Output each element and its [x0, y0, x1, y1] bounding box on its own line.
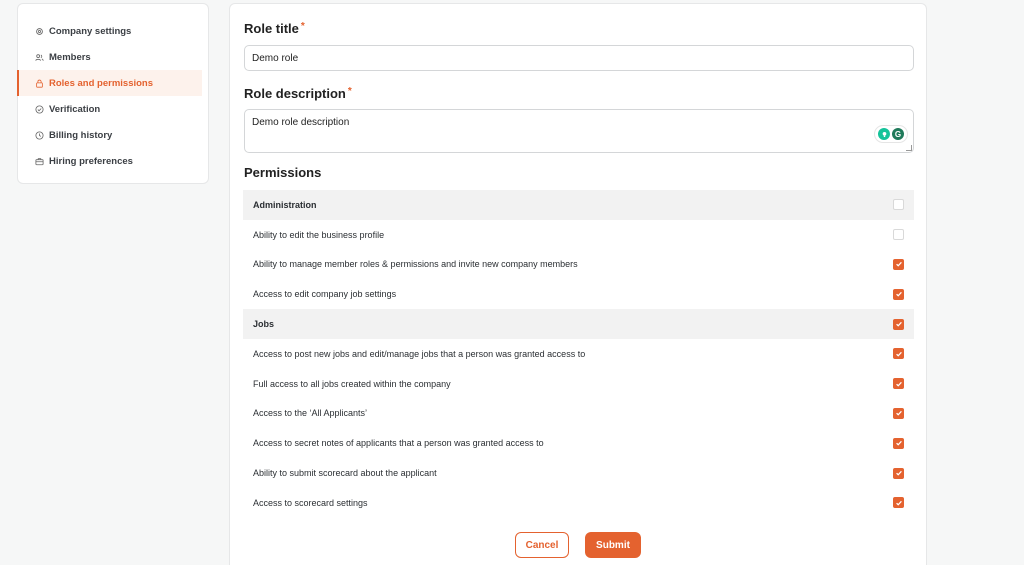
checkmark-icon [895, 320, 903, 328]
members-icon [34, 52, 44, 62]
sidebar-item-label: Roles and permissions [49, 77, 154, 89]
permission-checkbox[interactable] [893, 468, 904, 479]
permission-row [243, 369, 914, 399]
permission-checkbox[interactable] [893, 438, 904, 449]
permission-label: Full access to all jobs created within the company [253, 378, 451, 389]
sidebar-item-label: Company settings [49, 25, 132, 37]
permission-checkbox[interactable] [893, 408, 904, 419]
gear-icon [34, 26, 44, 36]
checkmark-icon [895, 350, 903, 358]
permission-checkbox[interactable] [893, 259, 904, 270]
role-title-label-text: Role title [244, 21, 299, 36]
settings-sidebar [17, 3, 209, 184]
role-form-card [229, 3, 927, 565]
sidebar-item-label: Hiring preferences [49, 155, 133, 167]
check-circle-icon [34, 104, 44, 114]
permission-label: Ability to submit scorecard about the applicant [253, 468, 437, 479]
permission-label: Ability to manage member roles & permissions and invite new company members [253, 259, 578, 270]
checkmark-icon [895, 380, 903, 388]
permission-row [243, 399, 914, 429]
checkmark-icon [895, 290, 903, 298]
submit-button[interactable]: Submit [585, 532, 641, 558]
sidebar-item-company-settings[interactable] [18, 18, 208, 44]
sidebar-item-hiring-preferences[interactable] [18, 148, 208, 174]
permission-row [243, 488, 914, 518]
resize-handle-icon[interactable] [906, 145, 912, 151]
sidebar-item-label: Members [49, 51, 91, 63]
checkmark-icon [895, 439, 903, 447]
sidebar-item-label: Billing history [49, 129, 113, 141]
lightbulb-icon [878, 128, 890, 140]
permission-row [243, 250, 914, 280]
permission-checkbox[interactable] [893, 348, 904, 359]
permission-group-row [243, 190, 914, 220]
permission-label: Ability to edit the business profile [253, 229, 385, 240]
permission-group-row [243, 309, 914, 339]
permission-label: Access to scorecard settings [253, 497, 368, 508]
grammarly-icon: G [892, 128, 904, 140]
permission-group-label: Administration [253, 199, 317, 210]
permission-checkbox[interactable] [893, 229, 904, 240]
role-description-label [244, 86, 352, 101]
grammarly-widget[interactable] [874, 125, 908, 143]
permission-label: Access to the ‘All Applicants’ [253, 408, 368, 419]
checkmark-icon [895, 260, 903, 268]
role-title-input[interactable] [244, 45, 914, 71]
sidebar-item-members[interactable] [18, 44, 208, 70]
checkmark-icon [895, 409, 903, 417]
permission-row [243, 279, 914, 309]
permission-label: Access to post new jobs and edit/manage jobs that a person was granted access to [253, 348, 586, 359]
role-description-textarea[interactable] [244, 109, 914, 153]
permission-row [243, 458, 914, 488]
checkmark-icon [895, 499, 903, 507]
permission-row [243, 339, 914, 369]
required-mark: * [300, 21, 305, 32]
permission-checkbox[interactable] [893, 199, 904, 210]
sidebar-item-label: Verification [49, 103, 101, 115]
lock-icon [34, 78, 44, 88]
sidebar-item-billing-history[interactable] [18, 122, 208, 148]
permission-checkbox[interactable] [893, 378, 904, 389]
permission-checkbox[interactable] [893, 289, 904, 300]
permissions-heading: Permissions [244, 165, 322, 180]
permission-checkbox[interactable] [893, 319, 904, 330]
role-description-label-text: Role description [244, 86, 346, 101]
sidebar-item-roles-and-permissions[interactable] [18, 70, 202, 96]
role-title-label [244, 21, 305, 36]
role-description-value: Demo role description [252, 117, 350, 128]
checkmark-icon [895, 469, 903, 477]
briefcase-icon [34, 156, 44, 166]
sidebar-item-verification[interactable] [18, 96, 208, 122]
permission-group-label: Jobs [253, 319, 275, 330]
required-mark: * [347, 86, 352, 97]
permission-row [243, 220, 914, 250]
cancel-button[interactable]: Cancel [515, 532, 569, 558]
permission-label: Access to edit company job settings [253, 289, 397, 300]
permission-label: Access to secret notes of applicants that a person was granted access to [253, 438, 544, 449]
permission-row [243, 428, 914, 458]
permission-checkbox[interactable] [893, 497, 904, 508]
permissions-table [243, 190, 914, 518]
clock-icon [34, 130, 44, 140]
